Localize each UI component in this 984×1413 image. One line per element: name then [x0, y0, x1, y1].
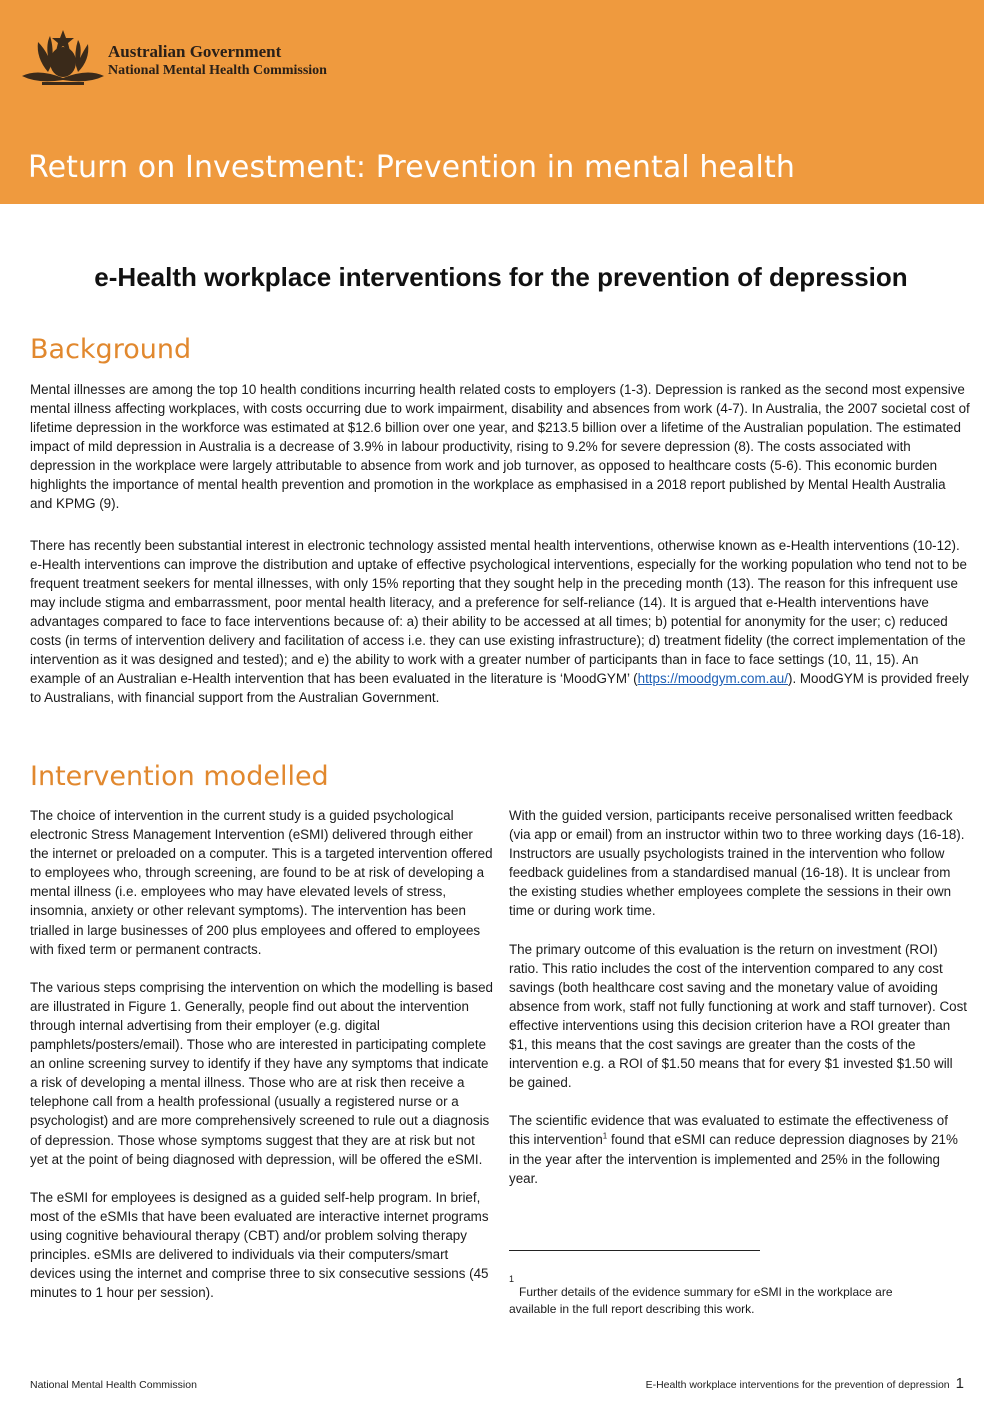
footer-title-text: E-Health workplace interventions for the prevention of depression — [645, 1379, 950, 1391]
footer-document-title — [646, 1375, 964, 1392]
footnote-line-2: available in the full report describing this work. — [509, 1302, 755, 1316]
document-title: e-Health workplace interventions for the prevention of depression — [94, 262, 908, 292]
paragraph-text: There has recently been substantial interest in electronic technology assisted mental health interventions, otherwise known as e-Health interventions (10-12). e-Health interventions can improve the distribution and uptake of effective psychological interventions, especially for the working population who tend not to be frequent treatment seekers for mental illnesses, with only 15% reporting that they sought help in the preceding month (13). The reason for this infrequent use may include stigma and embarrassment, poor mental health literacy, and a preference for self-reliance (14). It is argued that e-Health interventions have advantages compared to face to face interventions because of: a) their ability to be accessed at all times; b) potential for anonymity for the user; c) reduced costs (in terms of intervention delivery and facilitation of access i.e. they can use existing infrastructure); d) treatment fidelity (the correct implementation of the intervention as it was designed and tested); and e) the ability to work with a greater number of participants than in face to face settings (10, 11, 15). An example of an Australian e-Health intervention that has been evaluated in the literature is ‘MoodGYM’ ( — [30, 538, 967, 686]
intervention-left-paragraph-2: The various steps comprising the intervention on which the modelling is based are illustrated in Figure 1. Generally, people find out about the intervention through internal advertising from their employer (e.g. digital pamphlets/posters/email). Those who are interested in participating complete an online screening survey to identify if they have any symptoms that indicate a risk of developing a mental illness. Those who are at risk then receive a telephone call from a health professional (usually a registered nurse or a psychologist) and are more comprehensively screened to rule out a diagnosis of depression. Those whose symptoms suggest that they are at risk but not yet at the point of being diagnosed with depression, will be offered the eSMI. — [30, 979, 493, 1167]
header-banner — [0, 0, 984, 204]
government-wordmark — [108, 42, 327, 80]
coat-of-arms-logo — [18, 28, 108, 90]
gov-line-1: Australian Government — [108, 42, 282, 61]
right-column — [509, 806, 971, 1188]
footnote-text — [509, 1284, 949, 1318]
footnote-divider — [509, 1250, 760, 1251]
background-heading: Background — [30, 334, 192, 365]
paragraph-text: The scientific evidence that was evaluated to estimate the effectiveness of this intervention — [509, 1113, 948, 1148]
intervention-heading: Intervention modelled — [30, 761, 329, 792]
paragraph-text: ). MoodGYM is provided freely to Australians, with financial support from the Australian Government. — [30, 671, 969, 705]
banner-title: Return on Investment: Prevention in mental health — [28, 150, 795, 185]
paragraph-text: found that eSMI can reduce depression diagnoses by 21% in the year after the intervention is implemented and 25% in the following year. — [509, 1132, 958, 1186]
page-number: 1 — [955, 1375, 964, 1392]
background-paragraph-1: Mental illnesses are among the top 10 health conditions incurring health related costs to employers (1-3). Depression is ranked as the second most expensive mental illness affecting workplaces, with costs occurring due to work impairment, disability and absences from work (4-7). In Australia, the 2007 societal cost of lifetime depression in the workforce was estimated at $12.6 billion over one year, and $213.5 billion over a lifetime of the Australian population. The estimated impact of mild depression in Australia is a decrease of 3.9% in labour productivity, rising to 9.2% for severe depression (8). The costs associated with depression in the workplace were largely attributable to absence from work and job turnover, as opposed to healthcare costs (5-6). This economic burden highlights the importance of mental health prevention and promotion in the workplace as emphasised in a 2018 report published by Mental Health Australia and KPMG (9). — [30, 382, 970, 511]
intervention-right-paragraph-3 — [509, 1111, 971, 1187]
footer-organisation: National Mental Health Commission — [30, 1379, 197, 1391]
footnote-line-1: Further details of the evidence summary for eSMI in the workplace are — [519, 1285, 893, 1299]
intervention-right-paragraph-2: The primary outcome of this evaluation is the return on investment (ROI) ratio. This ratio includes the cost of the intervention compared to any cost savings (both healthcare cost saving and the monetary value of avoiding absence from work, staff not fully functioning at work and staff turnover). Cost effective interventions using this decision criterion have a ROI greater than $1, this means that the cost savings are greater than the costs of the intervention e.g. a ROI of $1.50 means that for every $1 invested $1.50 will be gained. — [509, 941, 967, 1091]
gov-line-2: National Mental Health Commission — [108, 63, 327, 78]
background-paragraph-2 — [30, 536, 971, 707]
left-column — [30, 806, 495, 1302]
moodgym-link[interactable]: https://moodgym.com.au/ — [637, 671, 788, 686]
footnote-reference: 1 — [602, 1131, 608, 1141]
footnote-marker: 1 — [509, 1274, 515, 1284]
intervention-left-paragraph-3: The eSMI for employees is designed as a guided self-help program. In brief, most of the eSMIs that have been evaluated are interactive internet programs using cognitive behavioural therapy (CBT) and/or problem solving therapy principles. eSMIs are delivered to individuals via their computers/smart devices using the internet and comprise three to six consecutive sessions (45 minutes to 1 hour per session). — [30, 1189, 489, 1301]
intervention-right-paragraph-1: With the guided version, participants receive personalised written feedback (via app or email) from an instructor within two to three working days (16-18). Instructors are usually psychologists trained in the intervention who follow feedback guidelines from a standardised manual (16-18). It is unclear from the existing studies whether employees complete the sessions in their own time or during work time. — [509, 808, 965, 919]
intervention-left-paragraph-1: The choice of intervention in the current study is a guided psychological electronic Stress Management Intervention (eSMI) delivered through either the internet or preloaded on a computer. This is a targeted intervention offered to employees who, through screening, are found to be at risk of developing a mental illness (i.e. employees who may have elevated levels of stress, insomnia, anxiety or other relevant symptoms). The intervention has been trialled in large businesses of 200 plus employees and offered to employees with fixed term or permanent contracts. — [30, 808, 493, 957]
